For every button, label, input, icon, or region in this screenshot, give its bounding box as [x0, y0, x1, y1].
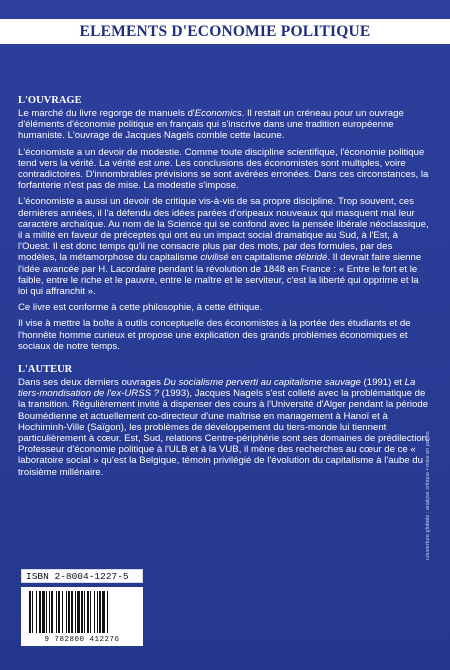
- ouvrage-paragraph-2: L'économiste a un devoir de modestie. Comme toute discipline scientifique, l'économie politique tend vers la vérité. La vérité est une. Les conclusions des économistes sont multiples, voire contradictoires. D'innombrables prévisions se sont avérées erronées. Dans ces circonstances, la forfanterie n'est pas de mise. La modestie s'impose.: [18, 146, 429, 192]
- auteur-paragraph-2: Professeur d'économie politique à l'ULB et à la VUB, il mène des recherches au cœur de ce « laboratoire social » qu'est la Belgique, témoin privilégié de l'évolution du capitalisme à l'aube du troisième millénaire.: [18, 444, 423, 478]
- auteur-paragraph-1: Dans ses deux derniers ouvrages Du socialisme perverti au capitalisme sauvage (1991) et La tiers-mondisation de l'ex-URSS ? (1993), Jacques Nagels s'est colleté avec la problématique de la transition. Régulièrement invité à dispenser des cours à l'Université d'Alger pendant la période Boumédienne et actuellement co-directeur d'une maîtrise en management à Hanoï et à Hochiminh-Ville (Saïgon), les problèmes de développement du tiers-monde lui tiennent particulièrement à cœur. Est, Sud, relations Centre-périphérie sont ses domaines de prédilection.: [18, 377, 430, 445]
- ouvrage-paragraph-5: Il vise à mettre la boîte à outils conceptuelle des économistes à la portée des étudiants et de l'honnête homme curieux et propose une explication des grands problèmes économiques et sociaux de notre temps.: [18, 318, 411, 352]
- title-band: [0, 19, 450, 44]
- ouvrage-paragraph-1: Le marché du livre regorge de manuels d'Economics. Il restait un créneau pour un ouvrage d'éléments d'économie politique en français qui s'inscrive dans une tradition européenne humaniste. L'ouvrage de Jacques Nagels comble cette lacune.: [18, 108, 404, 142]
- book-title: ELEMENTS D'ECONOMIE POLITIQUE: [79, 22, 371, 40]
- auteur-heading: L'AUTEUR: [18, 364, 73, 376]
- ouvrage-heading: L'OUVRAGE: [18, 95, 82, 106]
- isbn-label: ISBN 2-8004-1227-5: [21, 569, 143, 583]
- back-cover-text: [18, 95, 430, 483]
- side-credit: couverture globale : analyse critique • mise en pages: [425, 431, 431, 560]
- barcode-bars: [29, 591, 135, 633]
- barcode: [21, 587, 143, 646]
- ouvrage-paragraph-4: Ce livre est conforme à cette philosophie, à cette éthique.: [18, 302, 263, 314]
- ouvrage-paragraph-3: L'économiste a aussi un devoir de critique vis-à-vis de sa propre discipline. Trop souvent, ces dernières années, il l'a défendu des idées parées d'oripeaux nouveaux qui masquent mal leur caractère archaïque. Au nom de la Science qui se confond avec la pensée libérale néoclassique, il a milité en faveur de préceptes qui ont eu un impact social dramatique au Sud, à l'Est, à l'Ouest. Il est donc temps qu'il ne consacre plus par des mots, par des formules, par des modèles, la métamorphose du capitalisme civilisé en capitalisme débridé. Il devrait faire sienne l'idée avancée par H. Lacordaire pendant la révolution de 1848 en France : « Entre le fort et le faible, entre le riche et le pauvre, entre le maître et le serviteur, c'est la liberté qui opprime et la loi qui affranchit ».: [18, 196, 429, 298]
- barcode-digits: 9 782800 412276: [44, 636, 120, 644]
